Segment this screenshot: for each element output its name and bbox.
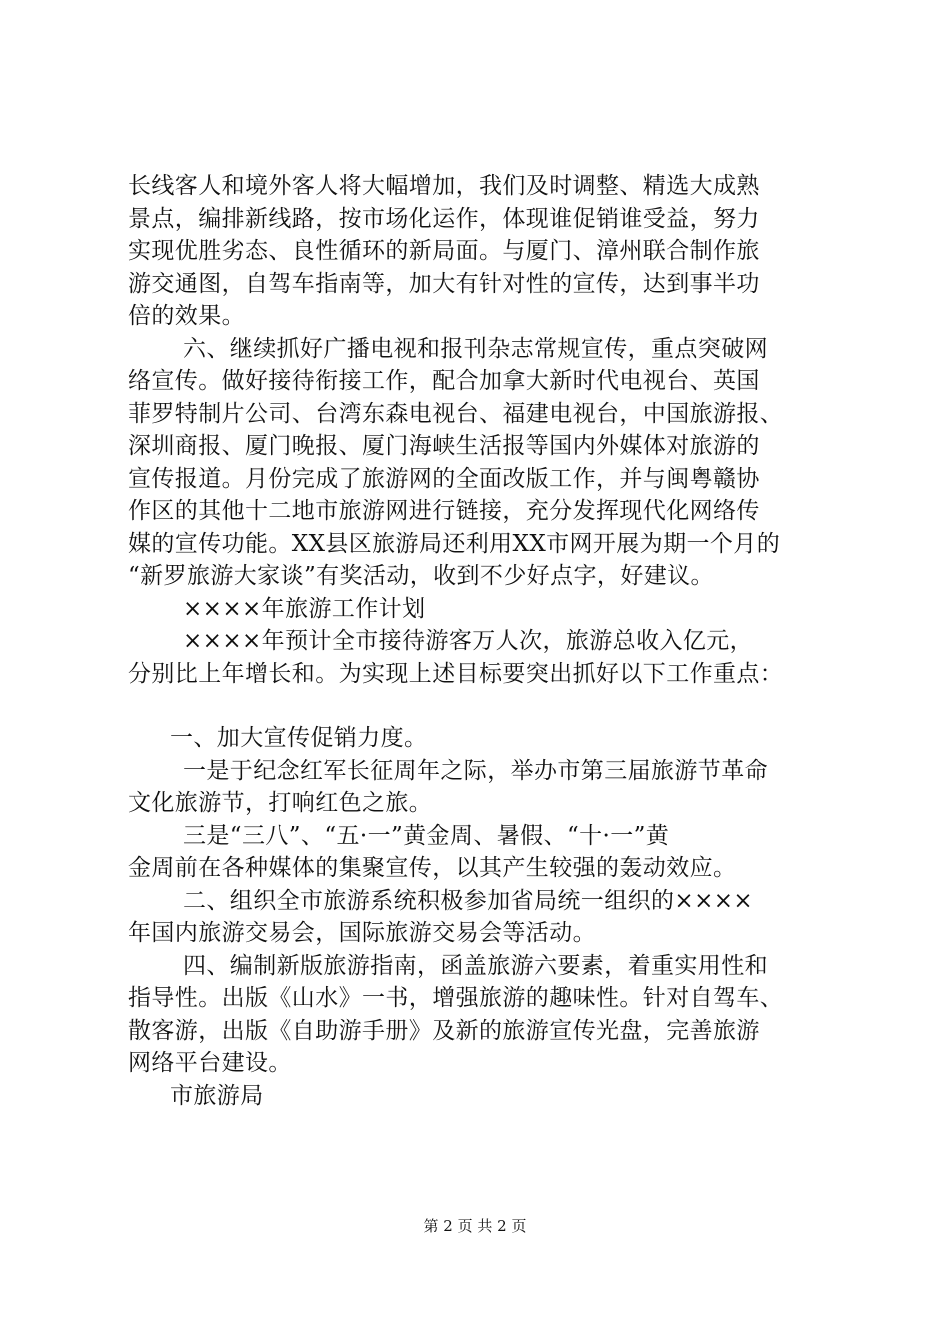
- paragraph-line: 六、继续抓好广播电视和报刊杂志常规宣传，重点突破网: [183, 335, 768, 362]
- paragraph-line: 年国内旅游交易会，国际旅游交易会等活动。: [128, 920, 596, 946]
- paragraph-line: “新罗旅游大家谈”有奖活动，收到不少好点字，好建议。: [128, 563, 714, 589]
- page-number: 第 2 页 共 2 页: [423, 1217, 527, 1235]
- page-footer: [0, 1216, 950, 1236]
- paragraph-line: 络宣传。做好接待衔接工作，配合加拿大新时代电视台、英国: [128, 368, 760, 394]
- paragraph-line: 菲罗特制片公司、台湾东森电视台、福建电视台，中国旅游报、: [128, 400, 784, 427]
- paragraph-line: 文化旅游节，打响红色之旅。: [128, 790, 433, 816]
- paragraph-line: 游交通图，自驾车指南等，加大有针对性的宣传，达到事半功: [128, 270, 760, 297]
- paragraph-line: ××××年预计全市接待游客万人次，旅游总收入亿元，: [183, 628, 754, 654]
- paragraph-line: 长线客人和境外客人将大幅增加，我们及时调整、精选大成熟: [128, 173, 760, 199]
- paragraph-line: 网络平台建设。: [128, 1050, 292, 1076]
- blank-line: [128, 690, 848, 722]
- paragraph-line: 倍的效果。: [128, 303, 245, 329]
- paragraph-line: 四、编制新版旅游指南，函盖旅游六要素，着重实用性和: [183, 952, 768, 979]
- paragraph-line: 作区的其他十二地市旅游网进行链接，充分发挥现代化网络传: [128, 498, 760, 524]
- paragraph-line: 散客游，出版《自助游手册》及新的旅游宣传光盘，完善旅游: [128, 1017, 760, 1044]
- paragraph-line: 金周前在各种媒体的集聚宣传，以其产生较强的轰动效应。: [128, 855, 737, 881]
- paragraph-line: 景点，编排新线路，按市场化运作，体现谁促销谁受益，努力: [128, 205, 760, 232]
- paragraph-line: 三是“三八”、“五·一”黄金周、暑假、“十·一”黄: [183, 822, 670, 849]
- section-heading: ××××年旅游工作计划: [183, 595, 426, 622]
- paragraph-line: 一、加大宣传促销力度。: [170, 725, 428, 751]
- paragraph-line: 一是于纪念红军长征周年之际，举办市第三届旅游节革命: [183, 757, 768, 784]
- paragraph-line: 指导性。出版《山水》一书，增强旅游的趣味性。针对自驾车、: [128, 985, 784, 1011]
- paragraph-line: 二、组织全市旅游系统积极参加省局统一组织的××××: [183, 887, 754, 914]
- paragraph-line: 实现优胜劣态、良性循环的新局面。与厦门、漳州联合制作旅: [128, 238, 760, 264]
- paragraph-line: 媒的宣传功能。XX县区旅游局还利用XX市网开展为期一个月的: [128, 530, 781, 557]
- paragraph-line: 深圳商报、厦门晚报、厦门海峡生活报等国内外媒体对旅游的: [128, 433, 760, 459]
- document-body: [128, 170, 848, 1112]
- paragraph-line: 宣传报道。月份完成了旅游网的全面改版工作，并与闽粤赣协: [128, 465, 760, 492]
- signature-line: 市旅游局: [170, 1082, 264, 1109]
- paragraph-line: 分别比上年增长和。为实现上述目标要突出抓好以下工作重点：: [128, 660, 784, 687]
